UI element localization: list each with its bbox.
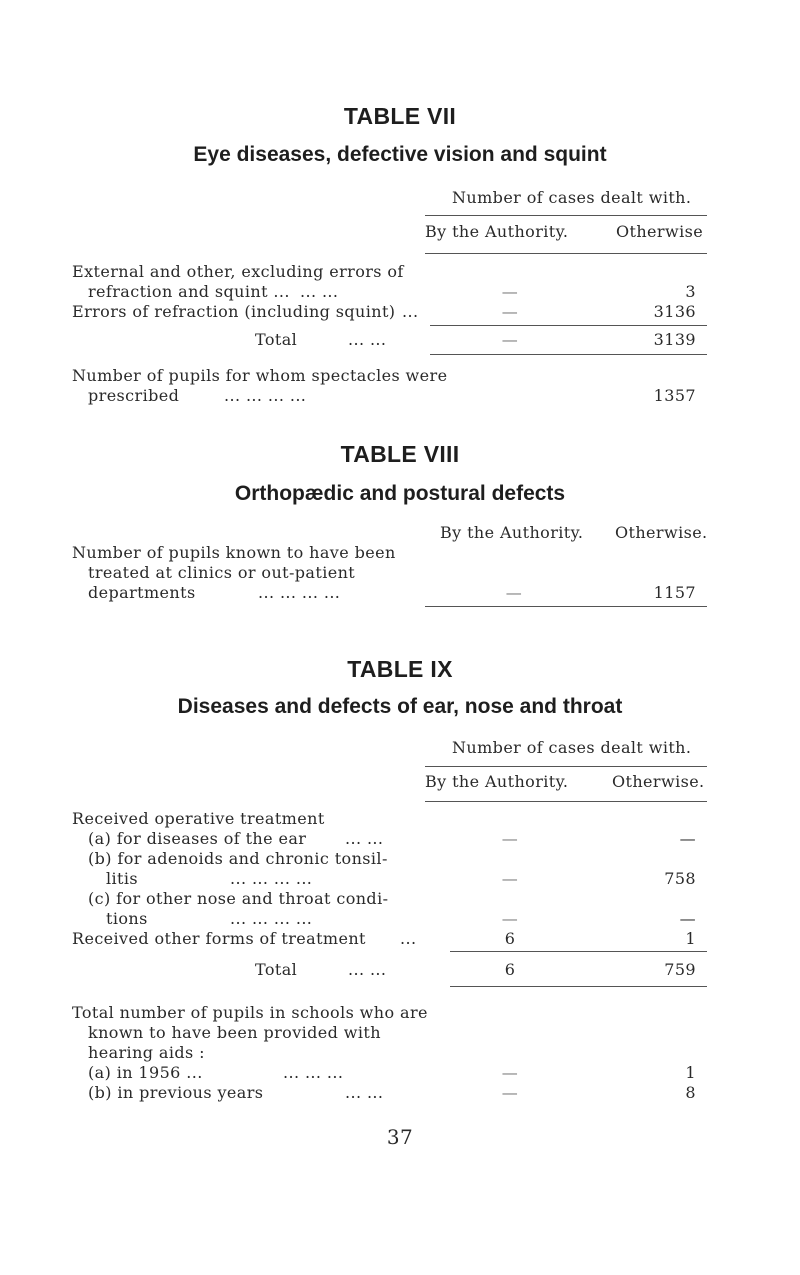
table-ix-row-other-authority: 6 <box>504 929 516 948</box>
table-vii-title: TABLE VII <box>343 103 457 129</box>
table-ix-row-b-dots: ... ... ... ... <box>230 869 313 888</box>
table-ix-header-rule <box>425 766 707 767</box>
table-ix-total-rule <box>450 951 707 952</box>
table-vii-row-refraction-dots: ... <box>402 302 419 321</box>
table-vii-total-authority: — <box>501 330 519 349</box>
table-vii-row-refraction-otherwise: 3136 <box>653 302 696 321</box>
table-vii-spectacles-dots: ... ... ... ... <box>224 386 307 405</box>
table-ix-hearing-b-dots: ... ... <box>345 1083 384 1102</box>
table-viii-title: TABLE VIII <box>340 441 460 467</box>
table-ix-cases-header: Number of cases dealt with. <box>452 738 692 757</box>
table-ix-hearing-b-otherwise: 8 <box>685 1083 696 1102</box>
table-ix-row-c-dots: ... ... ... ... <box>230 909 313 928</box>
table-vii-row-external-label: External and other, excluding errors of <box>72 262 404 281</box>
table-ix-row-c-otherwise: — <box>679 909 696 928</box>
table-vii-cases-header: Number of cases dealt with. <box>452 188 692 207</box>
table-ix-total-otherwise: 759 <box>664 960 696 979</box>
table-ix-row-b-otherwise: 758 <box>664 869 696 888</box>
table-viii-subtitle: Orthopædic and postural defects <box>234 482 566 505</box>
table-ix-row-other-dots: ... <box>400 929 417 948</box>
table-vii-col-authority: By the Authority. <box>425 222 569 241</box>
table-ix-row-a-dots: ... ... <box>345 829 384 848</box>
table-ix-hearing-label: Total number of pupils in schools who are <box>72 1003 428 1022</box>
table-viii-row-otherwise: 1157 <box>653 583 696 602</box>
table-ix-row-b-label: (b) for adenoids and chronic tonsil- <box>88 849 388 868</box>
table-viii-row-authority: — <box>505 583 523 602</box>
table-ix-subtitle: Diseases and defects of ear, nose and throat <box>177 695 623 718</box>
table-vii-row-external-label-cont: refraction and squint ... <box>88 282 290 301</box>
table-ix-received-operative-label: Received operative treatment <box>72 809 325 828</box>
table-vii-row-external-dots: ... ... <box>300 282 339 301</box>
table-ix-row-other-label: Received other forms of treatment <box>72 929 366 948</box>
table-vii-spectacles-label: Number of pupils for whom spectacles were <box>72 366 448 385</box>
table-vii-total-bottom-rule <box>430 354 707 355</box>
table-ix-total-bottom-rule <box>450 986 707 987</box>
table-ix-col-otherwise: Otherwise. <box>612 772 705 791</box>
table-ix-total-authority: 6 <box>504 960 516 979</box>
table-ix-total-label: Total <box>255 960 298 979</box>
table-vii-spectacles-label-cont: prescribed <box>88 386 180 405</box>
table-viii-row-label-cont2: departments <box>88 583 196 602</box>
table-vii-row-refraction-label: Errors of refraction (including squint) <box>72 302 396 321</box>
table-viii-col-authority: By the Authority. <box>440 523 584 542</box>
table-ix-hearing-label-cont2: hearing aids : <box>88 1043 205 1062</box>
table-ix-row-other-otherwise: 1 <box>685 929 696 948</box>
table-ix-row-a-authority: — <box>501 829 519 848</box>
table-ix-hearing-a-dots: ... ... ... <box>283 1063 344 1082</box>
table-ix-total-dots: ... ... <box>348 960 387 979</box>
table-viii-row-label: Number of pupils known to have been <box>72 543 396 562</box>
table-ix-hearing-a-label: (a) in 1956 ... <box>88 1063 203 1082</box>
table-vii-col-otherwise: Otherwise <box>616 222 704 241</box>
table-ix-header-bottom-rule <box>425 801 707 802</box>
table-ix-row-b-label-cont: litis <box>106 869 138 888</box>
table-ix-row-c-label: (c) for other nose and throat condi- <box>88 889 389 908</box>
table-ix-row-b-authority: — <box>501 869 519 888</box>
table-viii-bottom-rule <box>425 606 707 607</box>
table-viii-col-otherwise: Otherwise. <box>615 523 708 542</box>
table-ix-row-a-label: (a) for diseases of the ear <box>88 829 307 848</box>
table-vii-header-rule <box>425 215 707 216</box>
table-ix-row-c-authority: — <box>501 909 519 928</box>
table-ix-col-authority: By the Authority. <box>425 772 569 791</box>
table-vii-total-dots: ... ... <box>348 330 387 349</box>
table-viii-row-dots: ... ... ... ... <box>258 583 341 602</box>
table-vii-spectacles-value: 1357 <box>653 386 696 405</box>
table-vii-total-otherwise: 3139 <box>653 330 696 349</box>
table-ix-hearing-a-authority: — <box>501 1063 519 1082</box>
table-ix-title: TABLE IX <box>347 656 453 682</box>
table-ix-hearing-a-otherwise: 1 <box>685 1063 696 1082</box>
table-vii-subtitle: Eye diseases, defective vision and squint <box>193 143 607 166</box>
table-viii-row-label-cont: treated at clinics or out-patient <box>88 563 356 582</box>
table-ix-row-a-otherwise: — <box>679 829 696 848</box>
table-vii-row-external-authority: — <box>501 282 519 301</box>
table-vii-total-label: Total <box>255 330 298 349</box>
page-number: 37 <box>386 1125 414 1149</box>
table-ix-hearing-b-authority: — <box>501 1083 519 1102</box>
table-vii-row-external-otherwise: 3 <box>685 282 696 301</box>
table-ix-hearing-label-cont: known to have been provided with <box>88 1023 381 1042</box>
table-ix-row-c-label-cont: tions <box>106 909 148 928</box>
table-ix-hearing-b-label: (b) in previous years <box>88 1083 264 1102</box>
table-vii-header-bottom-rule <box>425 253 707 254</box>
table-vii-total-rule <box>430 325 707 326</box>
table-vii-row-refraction-authority: — <box>501 302 519 321</box>
